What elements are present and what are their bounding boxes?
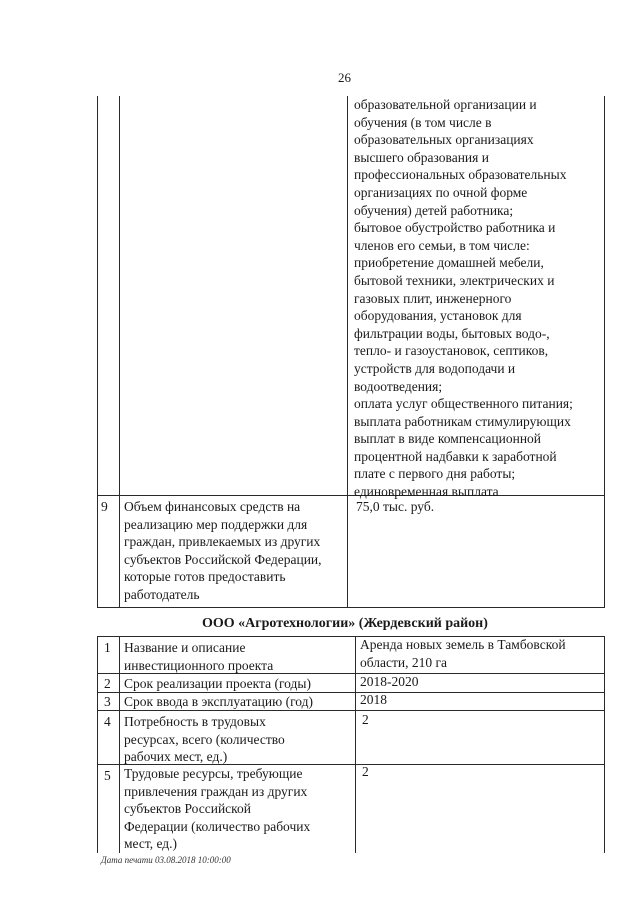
project-row-2-value: 2018-2020 [360,674,419,689]
project-row-2-label: Срок реализации проекта (годы) [124,676,311,691]
project-row-1-value: Аренда новых земель в Тамбовской области, 210 га [360,637,566,670]
top-table-bottom-border [97,607,605,608]
project-row-4-label: Потребность в трудовых ресурсах, всего (количество рабочих мест, ед.) [124,714,285,765]
project-row-1-number: 1 [104,640,111,655]
project-row-4-number: 4 [104,714,111,729]
project-row-3-value: 2018 [360,692,387,707]
row-9-value: 75,0 тыс. руб. [356,499,435,514]
project-row-1-label: Название и описание инвестиционного проекта [124,640,274,673]
page-number: 26 [338,70,351,85]
top-table-right-border [604,96,605,608]
top-table-col-divider [347,96,348,608]
project-row-5-number: 5 [104,768,111,783]
top-table-left-border [97,96,98,608]
project-row-5-label: Трудовые ресурсы, требующие привлечения граждан из других субъектов Российской Федерации (количество рабочих мест, ед.) [124,766,311,852]
row-9-number: 9 [101,499,108,514]
project-table-num-divider [119,636,120,853]
company-heading: ООО «Агротехнологии» (Жердевский район) [202,616,488,631]
row-9-label: Объем финансовых средств на реализацию мер поддержки для граждан, привлекаемых из других субъектов Российской Федерации, которые готов предоставить работодатель [124,499,322,602]
top-table-num-divider [119,96,120,608]
continuation-text: образовательной организации и обучения (в том числе в образовательных организациях высшего образования и профессиональных образовательных организациях по очной форме обучения) детей работника; бытовое обустройство работника и членов его семьи, в том числе: приобретение домашней мебели, бытовой техники, электрических и газовых плит, инженерного оборудования, установок для фильтрации воды, бытовых водо-, тепло- и газоустановок, септиков, устройств для водоподачи и водоотведения; оплата услуг общественного питания; выплата работникам стимулирующих выплат в виде компенсационной процентной надбавки к заработной плате с первого дня работы; единовременная выплата [354,97,573,500]
project-row-2-number: 2 [104,676,111,691]
print-date-footer: Дата печати 03.08.2018 10:00:00 [101,855,231,865]
project-table-left-border [97,636,98,853]
project-row-3-label: Срок ввода в эксплуатацию (год) [124,694,314,709]
project-row-4-value: 2 [362,712,369,727]
project-table-col-divider [355,636,356,853]
project-table-right-border [604,636,605,853]
project-row-5-value: 2 [362,764,369,779]
project-row-3-number: 3 [104,694,111,709]
